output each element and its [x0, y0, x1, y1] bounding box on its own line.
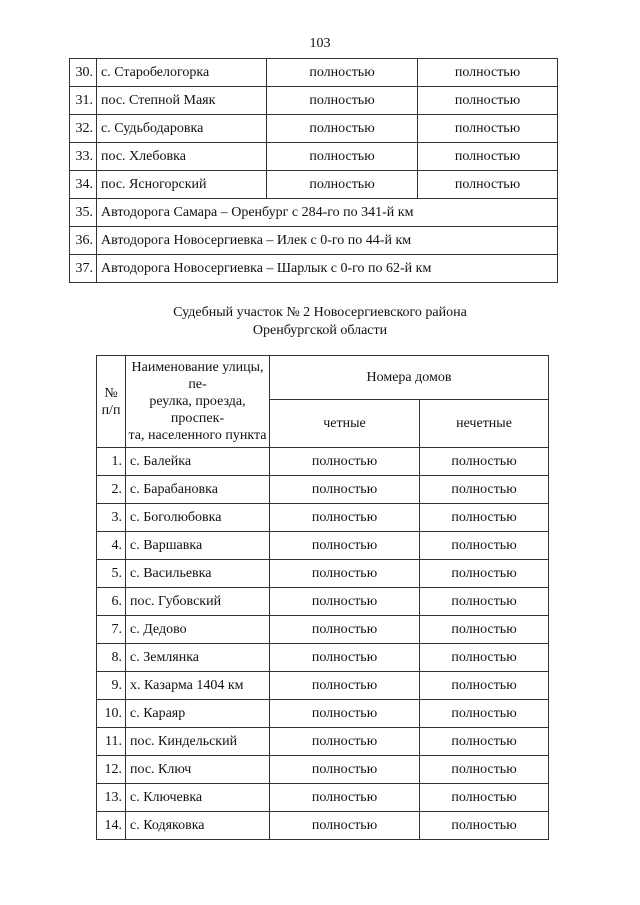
table-row — [97, 812, 549, 840]
table-row — [97, 700, 549, 728]
even-houses: полностью — [270, 784, 420, 812]
header-odd: нечетные — [420, 400, 549, 448]
settlement-name: х. Казарма 1404 км — [126, 672, 270, 700]
even-houses: полностью — [270, 588, 420, 616]
even-houses: полностью — [270, 644, 420, 672]
odd-houses: полностью — [420, 504, 549, 532]
row-number: 13. — [97, 784, 126, 812]
even-houses: полностью — [270, 812, 420, 840]
odd-houses: полностью — [418, 143, 558, 171]
row-number: 10. — [97, 700, 126, 728]
even-houses: полностью — [270, 560, 420, 588]
odd-houses: полностью — [420, 812, 549, 840]
settlement-name: с. Ключевка — [126, 784, 270, 812]
row-number: 12. — [97, 756, 126, 784]
odd-houses: полностью — [420, 644, 549, 672]
road-description: Автодорога Новосергиевка – Шарлык с 0-го по 62-й км — [97, 255, 558, 283]
table-row — [97, 672, 549, 700]
settlement-name: пос. Губовский — [126, 588, 270, 616]
settlement-name: с. Боголюбовка — [126, 504, 270, 532]
settlement-name: с. Барабановка — [126, 476, 270, 504]
header-name-line3: та, населенного пункта — [128, 428, 267, 443]
odd-houses: полностью — [420, 728, 549, 756]
header-name-line1: Наименование улицы, пе- — [131, 360, 264, 392]
settlement-name: пос. Киндельский — [126, 728, 270, 756]
even-houses: полностью — [270, 448, 420, 476]
row-number: 32. — [70, 115, 97, 143]
table-row — [97, 756, 549, 784]
table-row — [97, 532, 549, 560]
header-even: четные — [270, 400, 420, 448]
page-number: 103 — [309, 36, 331, 51]
table-row — [70, 171, 558, 199]
table-row — [97, 504, 549, 532]
row-number: 31. — [70, 87, 97, 115]
settlement-name: пос. Степной Маяк — [97, 87, 267, 115]
settlement-name: с. Караяр — [126, 700, 270, 728]
even-houses: полностью — [270, 700, 420, 728]
even-houses: полностью — [270, 728, 420, 756]
even-houses: полностью — [270, 532, 420, 560]
even-houses: полностью — [267, 87, 418, 115]
odd-houses: полностью — [420, 588, 549, 616]
odd-houses: полностью — [420, 784, 549, 812]
header-num-line1: № — [104, 385, 118, 401]
header-name-line2: реулка, проезда, проспек- — [149, 394, 246, 426]
row-number: 34. — [70, 171, 97, 199]
header-num-line2: п/п — [101, 402, 121, 418]
row-number: 11. — [97, 728, 126, 756]
table-row — [97, 560, 549, 588]
table-row — [97, 616, 549, 644]
odd-houses: полностью — [420, 616, 549, 644]
odd-houses: полностью — [418, 87, 558, 115]
even-houses: полностью — [267, 143, 418, 171]
table-row — [70, 87, 558, 115]
row-number: 5. — [97, 560, 126, 588]
table-row — [97, 644, 549, 672]
table-row — [70, 115, 558, 143]
odd-houses: полностью — [420, 672, 549, 700]
settlement-name: с. Судьбодаровка — [97, 115, 267, 143]
table-row — [97, 728, 549, 756]
row-number: 1. — [97, 448, 126, 476]
header-num — [97, 356, 126, 448]
row-number: 30. — [70, 59, 97, 87]
road-description: Автодорога Новосергиевка – Илек с 0-го по 44-й км — [97, 227, 558, 255]
odd-houses: полностью — [418, 59, 558, 87]
settlements-table-continued — [69, 58, 558, 283]
settlement-name: с. Старобелогорка — [97, 59, 267, 87]
odd-houses: полностью — [418, 171, 558, 199]
table-header-row — [97, 356, 549, 400]
table-row — [70, 143, 558, 171]
settlement-name: пос. Ясногорский — [97, 171, 267, 199]
odd-houses: полностью — [420, 756, 549, 784]
settlement-name: с. Балейка — [126, 448, 270, 476]
row-number: 8. — [97, 644, 126, 672]
table-row-road — [70, 227, 558, 255]
row-number: 35. — [70, 199, 97, 227]
section-title — [0, 304, 640, 340]
table-row — [97, 588, 549, 616]
table-row — [97, 448, 549, 476]
table-row-road — [70, 255, 558, 283]
row-number: 14. — [97, 812, 126, 840]
odd-houses: полностью — [420, 560, 549, 588]
row-number: 6. — [97, 588, 126, 616]
row-number: 37. — [70, 255, 97, 283]
settlement-name: с. Дедово — [126, 616, 270, 644]
court-district-2-table — [96, 355, 549, 840]
section-title-line1: Судебный участок № 2 Новосергиевского района — [173, 305, 467, 320]
row-number: 4. — [97, 532, 126, 560]
row-number: 2. — [97, 476, 126, 504]
even-houses: полностью — [267, 171, 418, 199]
settlement-name: с. Землянка — [126, 644, 270, 672]
row-number: 9. — [97, 672, 126, 700]
header-house-numbers: Номера домов — [270, 356, 549, 400]
row-number: 3. — [97, 504, 126, 532]
even-houses: полностью — [270, 616, 420, 644]
table-row — [97, 476, 549, 504]
table-row-road — [70, 199, 558, 227]
odd-houses: полностью — [420, 532, 549, 560]
settlement-name: пос. Ключ — [126, 756, 270, 784]
table-row — [70, 59, 558, 87]
odd-houses: полностью — [420, 476, 549, 504]
header-name — [126, 356, 270, 448]
even-houses: полностью — [270, 672, 420, 700]
even-houses: полностью — [270, 756, 420, 784]
odd-houses: полностью — [418, 115, 558, 143]
even-houses: полностью — [270, 504, 420, 532]
row-number: 36. — [70, 227, 97, 255]
row-number: 33. — [70, 143, 97, 171]
road-description: Автодорога Самара – Оренбург с 284-го по 341-й км — [97, 199, 558, 227]
settlement-name: пос. Хлебовка — [97, 143, 267, 171]
odd-houses: полностью — [420, 448, 549, 476]
settlement-name: с. Варшавка — [126, 532, 270, 560]
odd-houses: полностью — [420, 700, 549, 728]
even-houses: полностью — [270, 476, 420, 504]
row-number: 7. — [97, 616, 126, 644]
even-houses: полностью — [267, 115, 418, 143]
settlement-name: с. Кодяковка — [126, 812, 270, 840]
section-title-line2: Оренбургской области — [252, 323, 388, 338]
settlement-name: с. Васильевка — [126, 560, 270, 588]
even-houses: полностью — [267, 59, 418, 87]
table-row — [97, 784, 549, 812]
